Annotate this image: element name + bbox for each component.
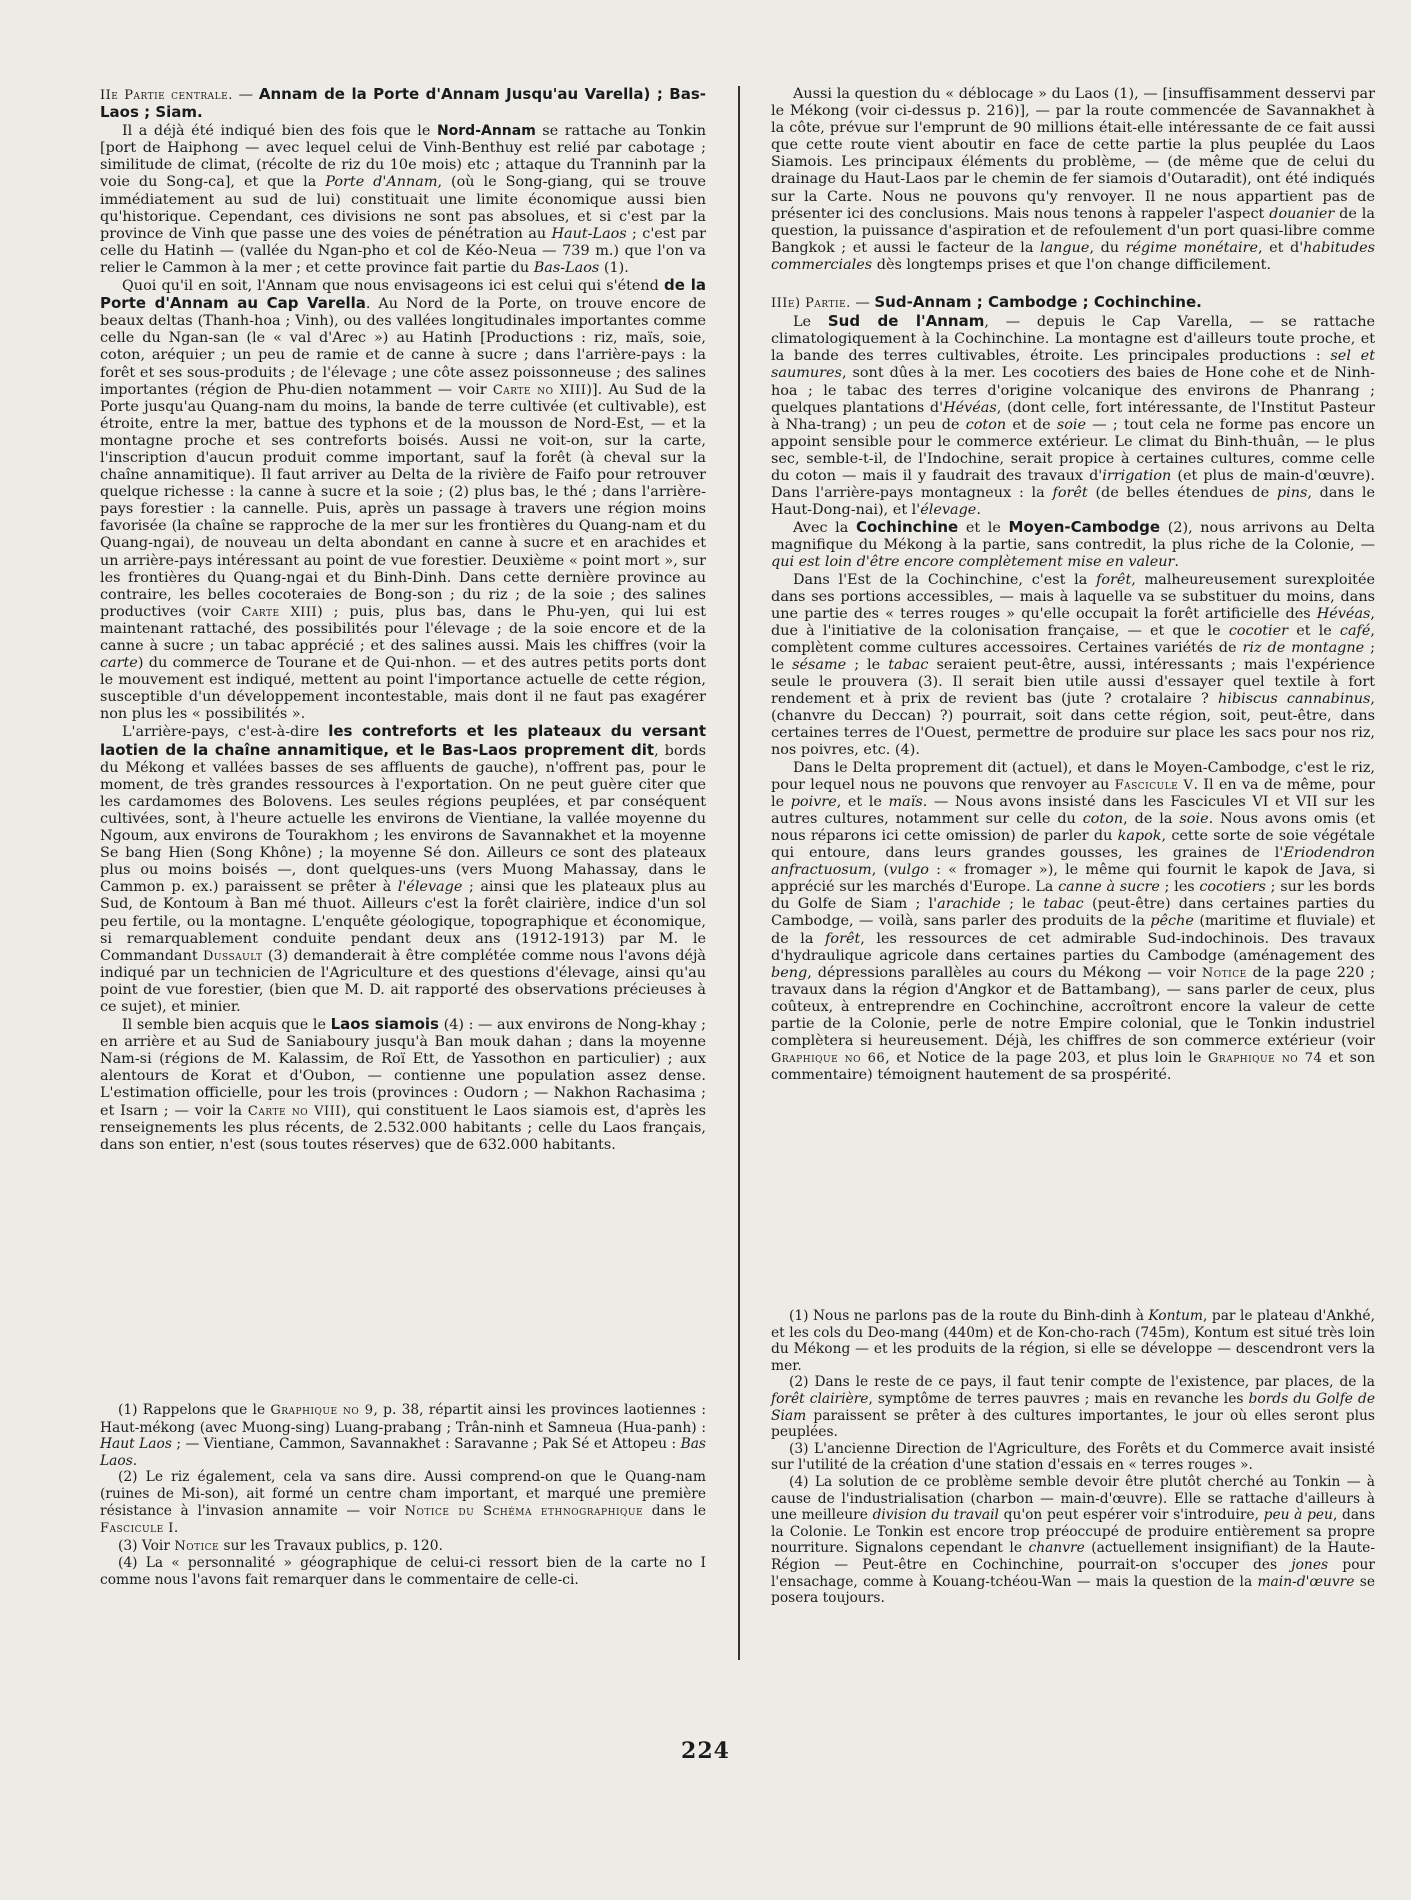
column-divider bbox=[738, 86, 740, 1660]
text-run: , malheureusement surexploitée dans ses portions accessibles, — mais à laquelle va se substituer du moins, dans une partie des « terres rouges » qu'elle occupait la forêt artificielle des bbox=[771, 571, 1375, 622]
text-run: ; sur les bords du Golfe de Siam ; l' bbox=[771, 879, 1375, 913]
italic-term: régime monétaire bbox=[1125, 239, 1258, 256]
person-name: Dussault bbox=[203, 948, 263, 964]
italic-term: Bas Laos bbox=[100, 1436, 707, 1469]
text-run: (4) La solution de ce problème semble devoir être plutôt cherché au Tonkin — à cause de l'industrialisation (charbon — main-d'œuvre). Elle se rattache d'ailleurs à une meilleure bbox=[771, 1473, 1375, 1524]
part3-paragraph-1 bbox=[771, 313, 1375, 519]
italic-term: Hévéas bbox=[1316, 605, 1371, 622]
text-run: , ( bbox=[871, 862, 890, 879]
text-run: (3) demanderait à être complétée comme nous l'avons déjà indiqué par un technicien de l'Agriculture et des questions d'élevage, ainsi qu'au point de vue forestier, (bien que M. D. ait rapporté des observations précieuses à ce sujet), et minier. bbox=[100, 947, 706, 1015]
italic-term: carte bbox=[100, 655, 138, 672]
text-run: dans le bbox=[643, 1502, 707, 1519]
text-run: ) du commerce de Tourane et de Qui-nhon. — et des autres petits ports dont le mouvement est indiqué, mettent au point l'importance actuelle de cette région, susceptible d'un développement incontestable, mais dont il ne faut pas exagérer non plus les « possibilités ». bbox=[100, 655, 706, 723]
text-run: , (dont celle, fort intéressante, de l'Institut Pasteur à Nha-trang) ; un peu de bbox=[771, 399, 1375, 433]
text-run: , (où le Song-giang, qui se trouve immédiatement au sud de lui) constituait une limite économique aussi bien qu'historique. Cependant, ces divisions ne sont pas absolues, et si c'est par la province de Vinh que passe une des voies de pénétration au bbox=[100, 174, 706, 242]
bold-term: Sud de l'Annam bbox=[827, 312, 985, 331]
text-run: ; le bbox=[846, 657, 889, 673]
page-number: 224 bbox=[681, 1738, 730, 1764]
text-run: pour l'ensachage, comme à Kouang-tchéou-Wan — mais la question de la bbox=[771, 1556, 1375, 1590]
text-run: , les ressources de cet admirable Sud-indochinois. Des travaux d'hydraulique agricole dans certaines parties du Cambodge (aménagement des bbox=[771, 930, 1375, 964]
italic-term: beng bbox=[771, 964, 808, 981]
part2-title: Annam de la Porte d'Annam Jusqu'au Varella) ; Bas-Laos ; Siam. bbox=[100, 85, 706, 122]
text-run: . bbox=[173, 1520, 179, 1537]
italic-term: forêt bbox=[1096, 571, 1132, 588]
text-run: et son commentaire) témoignent hautement de sa prospérité. bbox=[771, 1050, 1376, 1084]
italic-term: Porte d'Annam bbox=[325, 174, 438, 191]
text-run: dès longtemps prises et que l'on change difficilement. bbox=[872, 256, 1272, 273]
italic-term: riz de montagne bbox=[1242, 639, 1365, 656]
text-run: , cette sorte de soie végétale qui entoure, dans leurs grandes gousses, les graines de l' bbox=[771, 827, 1375, 862]
part2-paragraph-3 bbox=[100, 723, 706, 1016]
text-run: , dans le Haut-Dong-nai), et l' bbox=[771, 485, 1376, 519]
italic-term: langue bbox=[1039, 239, 1090, 256]
italic-term: Kontum bbox=[1148, 1308, 1204, 1324]
text-run: (1) Nous ne parlons pas de la route du Binh-dinh à bbox=[789, 1308, 1149, 1324]
text-run: paraissent se prêter à des cultures importantes, le jour où elles seront plus peuplées. bbox=[771, 1407, 1375, 1441]
footnote-1 bbox=[771, 1308, 1375, 1374]
text-run: . bbox=[1174, 554, 1179, 571]
text-run: )]. Au Sud de la Porte jusqu'au Quang-nam du moins, la bande de terre cultivée (et cultivable), est étroite, entre la mer, battue des typhons et de la mousson de Nord-Est, — et la montagne proche et ses contreforts boisés. Aussi ne voit-on, sur la carte, l'inscription d'aucun produit comme important, sauf la forêt (à cheval sur la chaîne annamitique). Il faut arriver au Delta de la rivière de Faifo pour retrouver quelque richesse : la canne à sucre et la soie ; (2) plus bas, le thé ; dans l'arrière-pays forestier : la cannelle. Puis, après un passage à travers une région moins favorisée (la chaîne se rapproche de la mer sur les frontières du Quang-nam et du Quang-ngai), de nouveau un delta abondant en canne à sucre et en arachides et un arrière-pays intéressant au point de vue forestier. Deuxième « point mort », sur les frontières du Quang-ngai et du Binh-Dinh. Dans cette dernière province au contraire, les belles cocoteraies de Bong-son ; du riz ; de la soie ; des salines productives (voir bbox=[100, 381, 706, 620]
part3-title: Sud-Annam ; Cambodge ; Cochinchine. bbox=[874, 293, 1202, 312]
text-run: ; les bbox=[1159, 879, 1200, 896]
text-run: ; ainsi que les plateaux plus au Sud, de Kontoum à Ban mé thuot. Ailleurs c'est la forêt clairière, indice d'un sol peu fertile, ou la montagne. L'enquête géologique, topographique et économique, si remarquablement conduite pendant deux ans (1912-1913) par M. le Commandant bbox=[100, 879, 707, 964]
text-run: , — depuis le Cap Varella, — se rattache climatologiquement à la Cochinchine. La montagne est d'ailleurs toute proche, et la bande des terres cultivables, étroite. Les principales productions : bbox=[771, 314, 1375, 365]
italic-term: bords du Golfe de Siam bbox=[771, 1390, 1375, 1424]
map-reference: Carte no VIII bbox=[247, 1103, 341, 1119]
text-run: , dépressions parallèles au cours du Mékong — voir bbox=[807, 964, 1202, 981]
text-run: . — Nous avons insisté dans les Fascicules VI et VII sur les autres cultures, notamment sur celle du bbox=[771, 793, 1375, 827]
bold-term: les contreforts et les plateaux du versant laotien de la chaîne annamitique, et le Bas-Laos proprement dit bbox=[100, 722, 706, 759]
footnote-4 bbox=[771, 1474, 1375, 1607]
footnote-3: (3) L'ancienne Direction de l'Agriculture, des Forêts et du Commerce avait insisté sur l'utilité de la création d'une station d'essais en « terres rouges ». bbox=[771, 1440, 1375, 1474]
left-column bbox=[100, 86, 706, 1154]
fascicule-reference: Fascicule V bbox=[1114, 777, 1194, 793]
text-run: . Au Nord de la Porte, on trouve encore de beaux deltas (Thanh-hoa ; Vinh), ou des vallées longitudinales importantes comme celle du Ngan-san (le « val d'Arec ») au Hatinh [Productions : riz, maïs, soie, coton, aréquier ; un peu de ramie et de canne à sucre ; dans l'arrière-pays : la forêt et ses sous-produits ; de l'élevage ; une côte assez poissonneuse ; des salines importantes (région de Phu-dien notamment — voir bbox=[100, 296, 706, 398]
text-run: Aussi la question du « déblocage » du Laos (1), — [insuffisamment desservi par le Mékong (voir ci-dessus p. 216)], — par la route commencée de Savannakhet à la côte, prévue sur l'emprunt de 90 millions était-elle intéressante de ce fait aussi que cette route vient aboutir en face de cette partie la plus peuplée du Laos Siamois. Les principaux éléments du problème, — (de même que de celui du drainage du Haut-Laos par le chemin de fer siamois d'Outaradit), ont été indiqués sur la Carte. Nous ne pouvons qu'y renvoyer. Il ne nous appartient pas de présenter ici des conclusions. Mais nous tenons à rappeler l'aspect bbox=[771, 86, 1375, 222]
footnote-2 bbox=[100, 1469, 706, 1537]
text-run: qu'on peut espérer voir s'introduire, bbox=[998, 1507, 1264, 1524]
italic-term: habitudes commerciales bbox=[771, 239, 1375, 273]
text-run: , p. 38, répartit ainsi les provinces laotiennes : Haut-mékong (avec Muong-sing) Luang-prabang ; Trân-ninh et Samneua (Hua-panh) : bbox=[100, 1402, 707, 1436]
text-run: (de belles étendues de bbox=[1087, 485, 1277, 502]
text-run: , bords du Mékong et vallées basses de ses affluents de gauche), n'offrent pas, pour le moment, de très grandes ressources à l'exportation. On ne peut guère citer que les cardamomes des Bolovens. Les seules régions peuplées, et par conséquent cultivées, sont, à l'heure actuelle les environs de Vientiane, la vallée moyenne du Ngoum, aux environs de Tourakhom ; les environs de Savannakhet et la moyenne Se bang Hien (Song Khône) ; la moyenne Sé don. Ailleurs ce sont des plateaux plus ou moins boisés —, dont quelques-uns (vers Muong Mahassay, dans le Cammon p. ex.) paraissent se prêter à bbox=[100, 742, 706, 896]
text-run: . Nous avons omis (et nous réparons ici cette omission) de parler du bbox=[771, 810, 1375, 844]
italic-term: canne à sucre bbox=[1058, 879, 1160, 896]
italic-term: peu à peu bbox=[1263, 1507, 1333, 1524]
italic-term: pins bbox=[1276, 485, 1308, 502]
italic-term: irrigation bbox=[1102, 467, 1172, 484]
text-run: (1). bbox=[599, 259, 629, 276]
italic-term: café bbox=[1339, 622, 1371, 639]
text-run: . Il en va de même, pour le bbox=[771, 776, 1376, 810]
graph-reference: Graphique no 66 bbox=[771, 1051, 886, 1067]
text-run: ), qui constituent le Laos siamois est, d'après les renseignements les plus récents, de 2.532.000 habitants ; celle du Laos français, dans son entier, n'est (sous toutes réserves) que de 632.000 habitants. bbox=[100, 1102, 706, 1153]
italic-term: tabac bbox=[1043, 896, 1084, 913]
footnote-1 bbox=[100, 1402, 706, 1469]
right-column bbox=[771, 86, 1375, 1084]
text-run: et le bbox=[1288, 622, 1340, 639]
text-run: (maritime et fluviale) et de la bbox=[771, 913, 1375, 947]
italic-term: forêt bbox=[825, 930, 861, 947]
text-run: (2) Dans le reste de ce pays, il faut tenir compte de l'existence, par places, de la bbox=[789, 1374, 1375, 1391]
italic-term: cocotiers bbox=[1199, 879, 1266, 896]
italic-term: maïs bbox=[888, 793, 923, 810]
text-run: et le bbox=[958, 520, 1009, 537]
notice-reference: Notice bbox=[1201, 965, 1247, 981]
text-run: sur les Travaux publics, p. 120. bbox=[219, 1537, 443, 1554]
text-run: (actuellement insignifiant) de la Haute-Région — Peut-être en Cochinchine, pourrait-on s'occuper des bbox=[771, 1540, 1375, 1573]
right-footnotes bbox=[771, 1308, 1375, 1607]
text-run: , due à l'initiative de la colonisation française, — et que le bbox=[771, 605, 1375, 639]
italic-term: poivre bbox=[790, 793, 837, 810]
part2-paragraph-2 bbox=[100, 277, 706, 723]
text-run: (3) Voir bbox=[118, 1537, 175, 1554]
fascicule-reference: Fascicule I bbox=[100, 1521, 174, 1537]
bold-term: Cochinchine bbox=[855, 518, 959, 537]
text-run: Dans l'Est de la Cochinchine, c'est la bbox=[793, 571, 1097, 588]
text-run: L'arrière-pays, c'est-à-dire bbox=[122, 724, 329, 741]
italic-term: soie bbox=[1056, 416, 1087, 433]
text-run: , et Notice de la page 203, et plus loin le bbox=[885, 1050, 1209, 1067]
text-run: ; le bbox=[771, 639, 1375, 673]
text-run: Il semble bien acquis que le bbox=[122, 1017, 331, 1034]
footnote-2 bbox=[771, 1374, 1375, 1440]
map-reference: Carte no XIII bbox=[492, 382, 587, 398]
text-run: (4) : — aux environs de Nong-khay ; en arrière et au Sud de Saniaboury jusqu'à Ban mouk dahan ; dans la moyenne Nam-si (régions de M. Kalassim, de Roï Ett, de Yassothon en particulier) ; aux alentours de Korat et d'Oubon, — contienne une population assez dense. L'estimation officielle, pour les trois (provinces : Oudorn ; — Nakhon Rachasima ; et Isarn ; — voir la bbox=[100, 1017, 706, 1119]
text-run: , (chanvre du Deccan) ?) pourrait, soit dans cette région, soit, peut-être, dans certaines terres de l'Ouest, permettre de produire sur place les sacs pour nos riz, nos poivres, etc. (4). bbox=[771, 691, 1375, 759]
text-run: se rattache au Tonkin [port de Haiphong — avec lequel celui de Vinh-Benthuy est relié par cabotage ; similitude de climat, (récolte de riz du 10e mois) etc ; attaque du Tranninh par la voie du Song-ca], et que la bbox=[100, 123, 707, 191]
italic-term: coton bbox=[965, 416, 1007, 433]
text-run: , de la bbox=[1123, 810, 1180, 827]
text-run: : « fromager »), le même qui fournit le kapok de Java, si apprécié sur les marchés d'Europe. La bbox=[771, 862, 1375, 896]
part2-dash: — bbox=[232, 87, 259, 103]
italic-term: hibiscus cannabinus bbox=[1217, 691, 1371, 708]
text-run: et de bbox=[1006, 416, 1057, 433]
bold-term: Nord-Annam bbox=[436, 123, 536, 140]
notice-reference: Notice du Schéma ethnographique bbox=[404, 1503, 644, 1519]
part3-dash: — bbox=[850, 295, 875, 312]
part3-paragraph-2 bbox=[771, 519, 1375, 571]
text-run: . bbox=[976, 502, 981, 519]
italic-term: cocotier bbox=[1228, 622, 1289, 639]
italic-term: l'élevage bbox=[397, 879, 463, 896]
italic-term: sel et saumures bbox=[771, 348, 1375, 382]
italic-term: qui est loin d'être encore complètement mise en valeur bbox=[771, 554, 1175, 571]
part2-paragraph-1 bbox=[100, 123, 706, 277]
text-run: ; le bbox=[1000, 896, 1044, 913]
italic-term: élevage bbox=[920, 502, 977, 519]
text-run: (2), nous arrivons au Delta magnifique du Mékong à la partie, sans contredit, la plus riche de la Colonie, — bbox=[771, 520, 1375, 554]
text-run: de la question, la puissance d'aspiration et de refoulement d'un port quasi-libre comme Bangkok ; et aussi le facteur de la bbox=[771, 205, 1375, 256]
footnote-3 bbox=[100, 1538, 706, 1556]
text-run: , complètent comme cultures accessoires. Certaines variétés de bbox=[771, 622, 1375, 656]
notice-reference: Notice bbox=[174, 1538, 220, 1554]
italic-term: forêt bbox=[1052, 485, 1088, 502]
text-run: (1) Rappelons que le bbox=[118, 1402, 271, 1418]
italic-term: chanvre bbox=[1028, 1540, 1085, 1557]
italic-term: main-d'œuvre bbox=[1257, 1573, 1355, 1590]
text-run: , par le plateau d'Ankhé, et les cols du Deo-mang (440m) et de Kon-cho-rach (745m), Kontum est situé très loin du Mékong — et les produits de la région, si elle se développe — descendront vers la mer. bbox=[771, 1308, 1375, 1374]
text-run: , du bbox=[1089, 239, 1126, 256]
text-run: Avec la bbox=[793, 520, 856, 537]
part2-label: IIe Partie centrale. bbox=[100, 88, 233, 103]
italic-term: Eriodendron anfractuosum bbox=[771, 845, 1375, 879]
italic-term: tabac bbox=[888, 657, 929, 673]
italic-term: sésame bbox=[792, 657, 847, 673]
footnote-4: (4) La « personnalité » géographique de celui-ci ressort bien de la carte no I comme nous l'avons fait remarquer dans le commentaire de celle-ci. bbox=[100, 1555, 706, 1588]
text-run: Il a déjà été indiqué bien des fois que le bbox=[122, 123, 437, 140]
left-footnotes bbox=[100, 1402, 706, 1589]
text-run: Quoi qu'il en soit, l'Annam que nous envisageons ici est celui qui s'étend bbox=[122, 278, 665, 295]
part3-paragraph-3 bbox=[771, 572, 1375, 760]
text-run: ; — Vientiane, Cammon, Savannakhet : Saravanne ; Pak Sé et Attopeu : bbox=[171, 1436, 681, 1453]
part3-paragraph-4 bbox=[771, 760, 1375, 1085]
text-run: Dans le Delta proprement dit (actuel), et dans le Moyen-Cambodge, c'est le riz, pour lequel nous ne pouvons que renvoyer au bbox=[771, 759, 1375, 793]
text-run: (2) Le riz également, cela va sans dire. Aussi comprend-on que le Quang-nam (ruines de Mi-son), ait formé un centre cham important, et marqué une première résistance à l'invasion annamite — voir bbox=[100, 1469, 706, 1519]
text-run: se posera toujours. bbox=[771, 1573, 1375, 1607]
right-paragraph-1 bbox=[771, 86, 1375, 274]
text-run: , symptôme de terres pauvres ; mais en revanche les bbox=[868, 1390, 1249, 1407]
italic-term: Haut Laos bbox=[100, 1436, 172, 1453]
map-reference: Carte XIII bbox=[241, 604, 318, 620]
italic-term: pêche bbox=[1150, 913, 1194, 930]
text-run: Le bbox=[793, 314, 828, 331]
part3-heading bbox=[771, 294, 1375, 312]
text-run: ; c'est par celle du Hatinh — (vallée du Ngan-pho et col de Kéo-Neua — 739 m.) que l'on va relier le Cammon à la mer ; et cette province fait partie du bbox=[100, 225, 706, 276]
text-run: seraient peut-être, aussi, intéressants ; mais l'expérience seule le prouvera (3). Il serait bien utile aussi d'essayer quel textile à fort rendement et à prix de revient bas (jute ? crotalaire ? bbox=[771, 657, 1375, 708]
italic-term: vulgo bbox=[889, 862, 929, 879]
bold-term: de la Porte d'Annam au Cap Varella bbox=[100, 276, 706, 313]
part2-heading bbox=[100, 86, 706, 122]
text-run: de la page 220 ; travaux dans la région d'Angkor et de Battambang), — sans parler de ceux, plus coûteux, à entreprendre en Cochinchine, accroîtront encore la valeur de cette partie de la Colonie, perle de notre Empire colonial, que le Tonkin industriel complètera si heureusement. Déjà, les chiffres de son commerce extérieur (voir bbox=[771, 964, 1375, 1050]
part2-paragraph-4 bbox=[100, 1016, 706, 1154]
text-run: (peut-être) dans certaines parties du Cambodge, — voilà, sans parler des produits de la bbox=[771, 896, 1375, 930]
text-run: — ; tout cela ne forme pas encore un appoint sensible pour le commerce extérieur. Le climat du Binh-thuân, — le plus sec, semble-t-il, de l'Indochine, serait propice à certaines cultures, comme celle du coton — mais il y faudrait des travaux d' bbox=[771, 416, 1375, 484]
italic-term: Haut-Laos bbox=[551, 225, 627, 242]
italic-term: Bas-Laos bbox=[533, 259, 600, 276]
italic-term: forêt clairière bbox=[771, 1390, 869, 1407]
italic-term: jones bbox=[1291, 1556, 1329, 1573]
italic-term: coton bbox=[1082, 810, 1124, 827]
part3-label: IIIe) Partie. bbox=[771, 296, 851, 312]
italic-term: division du travail bbox=[872, 1507, 999, 1524]
italic-term: arachide bbox=[937, 896, 1001, 913]
italic-term: kapok bbox=[1117, 827, 1162, 844]
text-run: . bbox=[132, 1452, 138, 1469]
italic-term: douanier bbox=[1269, 205, 1335, 222]
bold-term: Moyen-Cambodge bbox=[1008, 518, 1161, 537]
graph-reference: Graphique no 9 bbox=[270, 1403, 374, 1418]
text-run: ) ; puis, plus bas, dans le Phu-yen, qui lui est maintenant rattaché, des possibilités pour l'élevage ; de la soie encore et de la canne à sucre ; un tabac apprécié ; et des salines aussi. Mais les chiffres (voir la bbox=[100, 603, 707, 654]
italic-term: Hévéas bbox=[943, 399, 997, 416]
text-run: , dans la Colonie. Le Tonkin est encore trop préoccupé de produire entièrement sa propre nourriture. Signalons cependant le bbox=[771, 1507, 1376, 1557]
text-run: , et le bbox=[836, 793, 889, 810]
graph-reference: Graphique no 74 bbox=[1208, 1051, 1323, 1067]
text-run: , sont dûes à la mer. Les cocotiers des baies de Hone cohe et de Ninh-hoa ; le tabac des terres d'origine volcanique des environs de Phanrang ; quelques plantations d' bbox=[771, 365, 1375, 416]
bold-term: Laos siamois bbox=[330, 1015, 439, 1034]
italic-term: soie bbox=[1179, 810, 1209, 827]
text-run: , et d' bbox=[1258, 239, 1304, 256]
text-run: (et plus de main-d'œuvre). Dans l'arrière-pays montagneux : la bbox=[771, 467, 1375, 502]
